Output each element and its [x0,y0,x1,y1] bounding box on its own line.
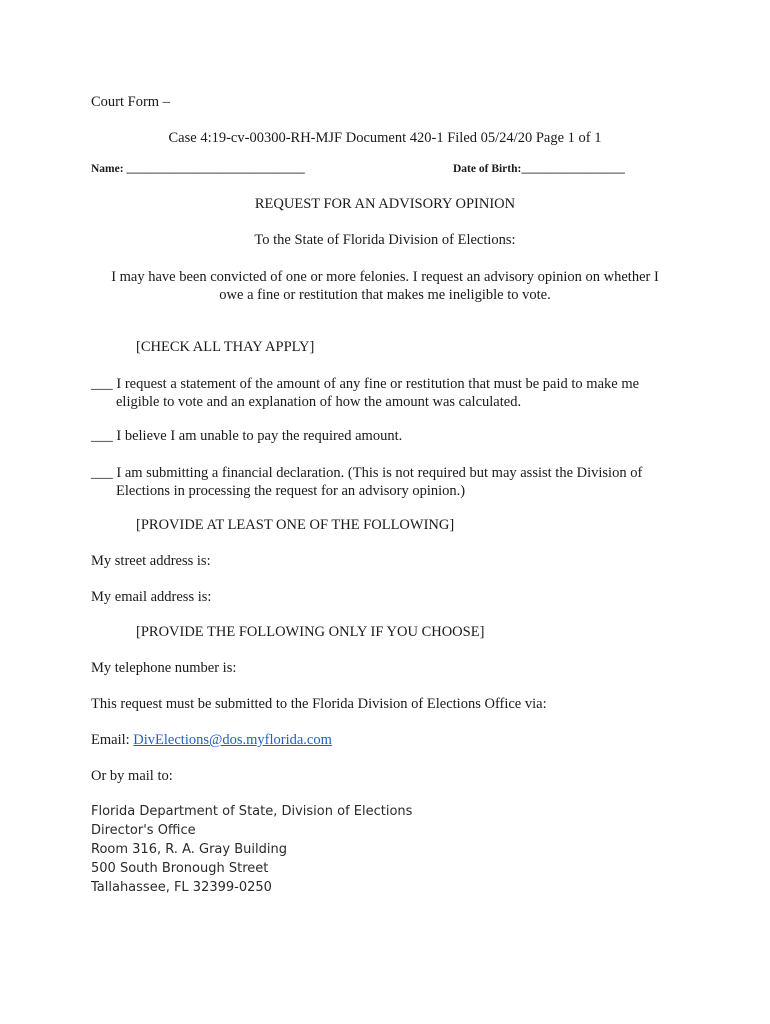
name-label: Name: [91,163,124,175]
dob-blank[interactable]: __________________ [521,163,625,175]
checklist-item-text: I request a statement of the amount of any fine or restitution that must be paid to make me [116,376,640,392]
email-link[interactable]: DivElections@dos.myflorida.com [133,732,332,748]
name-blank[interactable]: _______________________________ [126,163,305,175]
checkbox-blank[interactable]: ___ [91,465,113,481]
checkbox-blank[interactable]: ___ [91,428,113,444]
dob-label: Date of Birth: [453,163,522,175]
checklist-item[interactable] [91,375,639,411]
dob-field[interactable] [453,163,625,175]
court-form-label: Court Form – [91,94,170,110]
checklist-item-text: I am submitting a financial declaration. (This is not required but may assist the Division of [116,465,643,481]
intro-line-1: I may have been convicted of one or more felonies. I request an advisory opinion on whether I [111,269,659,285]
address-line: Room 316, R. A. Gray Building [91,842,287,857]
name-field[interactable] [91,163,305,175]
intro-line-2: owe a fine or restitution that makes me ineligible to vote. [219,287,551,303]
mailing-address [91,802,412,897]
provide-header: [PROVIDE AT LEAST ONE OF THE FOLLOWING] [136,517,455,533]
checklist-item-text-cont: eligible to vote and an explanation of how the amount was calculated. [116,394,522,410]
intro-paragraph [0,268,770,304]
checklist-item-text: I believe I am unable to pay the required amount. [116,428,403,444]
email-line [91,732,332,749]
checklist-item[interactable] [91,428,402,445]
addressee-line: To the State of Florida Division of Elections: [254,232,516,248]
address-line: Florida Department of State, Division of Elections [91,804,413,819]
email-prefix: Email: [91,732,130,748]
case-header: Case 4:19-cv-00300-RH-MJF Document 420-1 Filed 05/24/20 Page 1 of 1 [168,130,602,146]
check-all-header: [CHECK ALL THAY APPLY] [136,339,315,355]
optional-header: [PROVIDE THE FOLLOWING ONLY IF YOU CHOOSE] [136,624,485,640]
checklist-item-text-cont: Elections in processing the request for an advisory opinion.) [116,483,466,499]
address-line: Director's Office [91,823,196,838]
checklist-item[interactable] [91,464,642,500]
address-line: 500 South Bronough Street [91,861,269,876]
mail-label: Or by mail to: [91,768,173,784]
street-address-label: My street address is: [91,553,211,569]
page-title: REQUEST FOR AN ADVISORY OPINION [254,196,516,212]
checkbox-blank[interactable]: ___ [91,376,113,392]
address-line: Tallahassee, FL 32399-0250 [91,880,272,895]
submit-instructions: This request must be submitted to the Florida Division of Elections Office via: [91,696,547,712]
email-address-label: My email address is: [91,589,212,605]
telephone-label: My telephone number is: [91,660,237,676]
